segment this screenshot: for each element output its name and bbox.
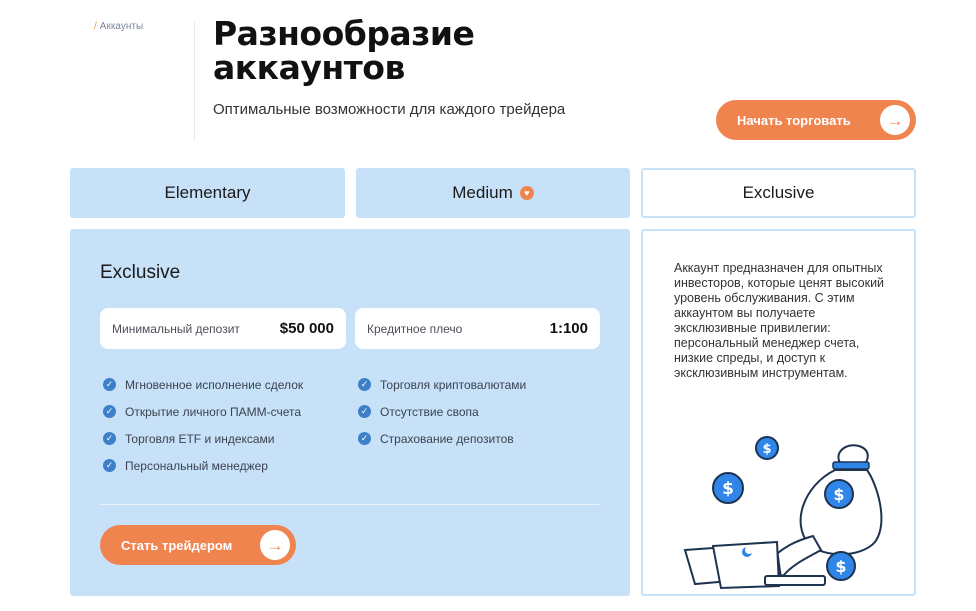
feature-item xyxy=(358,398,526,425)
dollar-coin-icon xyxy=(825,480,853,508)
account-name: Exclusive xyxy=(100,262,181,283)
feature-item xyxy=(103,425,303,452)
check-icon: ✓ xyxy=(103,432,116,445)
account-panel xyxy=(70,229,630,596)
tab-elementary[interactable] xyxy=(70,168,345,218)
feature-label: Торговля ETF и индексами xyxy=(125,431,275,446)
feature-label: Мгновенное исполнение сделок xyxy=(125,377,304,392)
tab-medium-label: Medium xyxy=(452,183,513,202)
feature-label: Страхование депозитов xyxy=(380,431,514,446)
leverage-value: 1:100 xyxy=(549,320,588,337)
tab-exclusive-label: Exclusive xyxy=(742,183,815,202)
feature-item xyxy=(358,371,526,398)
feature-label: Открытие личного ПАММ-счета xyxy=(125,404,302,419)
check-icon: ✓ xyxy=(358,432,371,445)
feature-item xyxy=(103,398,303,425)
start-trading-button[interactable] xyxy=(716,100,916,140)
heart-icon: ♥ xyxy=(520,186,534,200)
min-deposit-value: $50 000 xyxy=(279,320,334,337)
account-description: Аккаунт предназначен для опытных инвесторов, которые ценят высокий уровень обслуживания. С этим аккаунтом вы получаете эксклюзивные привилегии: персональный менеджер счета, низкие спреды, и доступ к эксклюзивным инструментам. xyxy=(674,261,885,380)
page-title: Разнообразие аккаунтов xyxy=(213,14,475,87)
svg-text:$: $ xyxy=(762,442,772,457)
check-icon: ✓ xyxy=(358,405,371,418)
breadcrumb-current[interactable]: Аккаунты xyxy=(99,21,144,32)
header-divider xyxy=(194,22,195,140)
start-trading-label: Начать торговать xyxy=(737,112,851,128)
become-trader-button[interactable] xyxy=(100,525,296,565)
dollar-coin-icon xyxy=(756,437,778,459)
tab-elementary-label: Elementary xyxy=(164,183,251,202)
tab-medium[interactable] xyxy=(356,168,630,218)
arrow-right-icon: → xyxy=(260,530,290,560)
account-description-card xyxy=(641,229,916,596)
dollar-coin-icon xyxy=(713,473,743,503)
svg-text:$: $ xyxy=(722,479,734,499)
min-deposit-label: Минимальный депозит xyxy=(112,321,240,336)
tab-exclusive[interactable] xyxy=(641,168,916,218)
feature-label: Отсутствие свопа xyxy=(380,404,479,419)
svg-text:$: $ xyxy=(835,557,847,576)
investment-illustration xyxy=(673,426,888,596)
leverage-card xyxy=(355,308,600,349)
arrow-right-icon: → xyxy=(880,105,910,135)
check-icon: ✓ xyxy=(103,405,116,418)
feature-item xyxy=(103,452,303,479)
dollar-coin-icon xyxy=(827,552,855,580)
svg-text:$: $ xyxy=(833,485,845,504)
min-deposit-card xyxy=(100,308,346,349)
feature-list-right xyxy=(358,371,526,452)
check-icon: ✓ xyxy=(358,378,371,391)
feature-list-left xyxy=(103,371,303,479)
check-icon: ✓ xyxy=(103,378,116,391)
feature-label: Торговля криптовалютами xyxy=(380,377,527,392)
feature-item xyxy=(103,371,303,398)
breadcrumb xyxy=(94,21,143,32)
breadcrumb-separator: / xyxy=(94,21,97,32)
leverage-label: Кредитное плечо xyxy=(367,321,463,336)
page-subtitle: Оптимальные возможности для каждого трейдера xyxy=(213,101,566,118)
feature-item xyxy=(358,425,526,452)
check-icon: ✓ xyxy=(103,459,116,472)
panel-divider xyxy=(100,504,600,505)
become-trader-label: Стать трейдером xyxy=(121,537,233,553)
feature-label: Персональный менеджер xyxy=(125,458,268,473)
